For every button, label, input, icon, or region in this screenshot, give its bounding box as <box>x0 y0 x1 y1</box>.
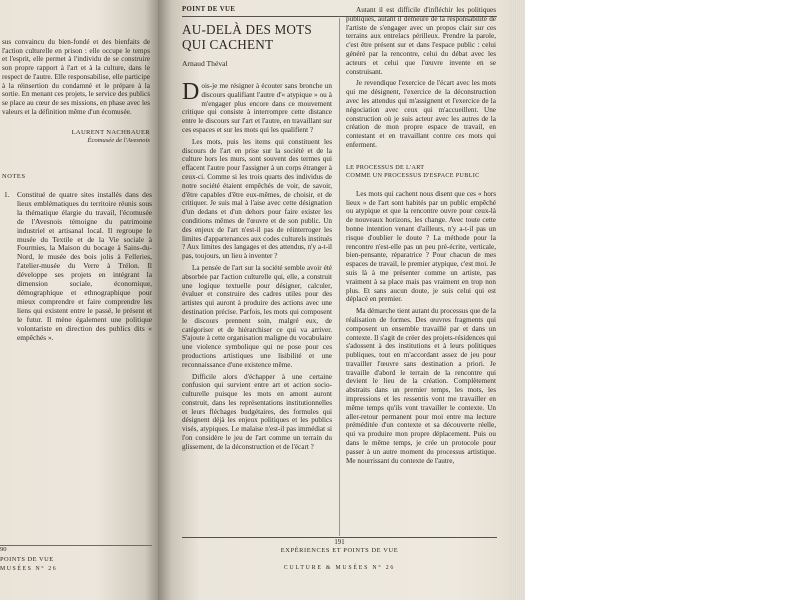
section-subheading <box>346 164 496 180</box>
footnote-text: Constitué de quatre sites installés dans des lieux emblématiques du territoire réunis sous la thématique élargie du travail, l'écomusée de l'Avesnois témoigne du patrimoine industriel et artisanal local. Il regroupe le musée du Textile et de la Vie sociale à Fourmies, la Maison du bocage à Sains-du-Nord, le musée des bois jolis à Felleries, l'atelier-musée du Verre à Trélon. Il développe ses projets en intégrant la dimension sociale, économique, démographique et ethnographique pour mieux comprendre et faire comprendre les liens qui existent entre le passé, le présent et le futur. Il mène également une politique volontariste en direction des publics dits « empêchés ». <box>17 190 152 342</box>
paragraph: Autant il est difficile d'infléchir les politiques publiques, autant il demeure de la responsabilité de l'artiste de s'engager avec un propos clair sur ces terrains aux entrelacs périlleux. Prendre la parole, c'est être présent sur et dans l'espace public : celui généré par la rencontre, celui du débat avec les acteurs et celui que l'œuvre invente en se construisant. <box>346 6 496 76</box>
right-footer-section: EXPÉRIENCES ET POINTS DE VUE <box>280 547 399 554</box>
drop-cap: D <box>182 79 200 105</box>
paragraph: Je revendique l'exercice de l'écart avec les mots qui me désignent, l'exercice de la déconstruction avec les attendus qui m'assignent et l'exercice de la négociation avec ceux qui m'accueillent. Une construction où je suis acteur avec les autres de la création de mon propre espace de travail, en contestant et en travaillant contre ces mots qui enferment. <box>346 79 496 149</box>
left-page <box>0 0 158 600</box>
notes-heading: NOTES <box>2 173 26 180</box>
footnote-number: 1. <box>4 190 10 199</box>
left-intro-paragraph: sus convaincu du bien-fondé et des bienfaits de l'action culturelle en prison : elle occupe le temps et l'esprit, elle permet à l'individu de se construire son propre rapport à l'art et à la culture, dans le respect de l'autre. Elle responsabilise, elle participe à la réinsertion du condamné et le prépare à la sortie. En menant ces projets, le service des publics se place au cœur de ses missions, en phase avec les valeurs et la définition même d'un écomusée. <box>2 38 150 116</box>
subheading-line: LE PROCESSUS DE L'ART <box>346 163 425 171</box>
rubric-label: POINT DE VUE <box>182 6 236 13</box>
left-footer-magazine: MUSÉES N° 26 <box>0 566 58 572</box>
signature-role: Écomusée de l'Avesnois <box>87 137 150 144</box>
article-author: Arnaud Théval <box>182 59 228 68</box>
paragraph: La pensée de l'art sur la société semble avoir été absorbée par l'action culturelle qui, elle, a construit une logique textuelle pour désigner, calculer, évaluer et construire des cadres utiles pour des artistes qui auront à produire des actions avec une destination précise. Parfois, les mots qui composent le discours prennent soin, malgré eux, de catégoriser et de hiérarchiser ce qui va arriver. S'ajoute à cette organisation maligne du vocabulaire une violence symbolique qui ne pose pour ces productions artistiques une lisibilité et une reconnaissance d'une existence même. <box>182 263 332 369</box>
paragraph <box>182 79 332 135</box>
footer-rule <box>182 537 497 538</box>
paragraph: Les mots, puis les items qui constituent les discours de l'art en prise sur la société et de la culture hors les murs, sont souvent des termes qui effacent l'autre pour l'assigner à un corps étranger à ceux-ci. Comme si les trois quarts des individus de notre société étaient empêchés de voir, de savoir, d'être capables d'être eux-mêmes, de choisir, et de critiquer. Je suis mal à l'aise avec cette désignation d'un dedans et d'un dehors pour faire exister les conditions mêmes de l'œuvre et de son public. Un des enjeux de l'art n'est-il pas de réinterroger les limites d'appartenances aux codes culturels institués ? Aux limites des langages et des attendus, n'y a-t-il pas, toujours, un lieu à inventer ? <box>182 137 332 261</box>
article-column-2 <box>346 6 496 468</box>
paragraph: Difficile alors d'échapper à une certaine confusion qui survient entre art et action socio-culturelle puisque les mots en amont auront construit, dans les représentations institutionnelles et leurs fléchages budgétaires, des formules qui désignent déjà les enjeux politiques et les publics visés, atypiques. Le malaise n'est-il pas immédiat si l'on considère le jeu de l'art comme un terrain du glissement, de la déconstruction et de l'écart ? <box>182 372 332 451</box>
signature-name: LAURENT NACHBAUER <box>71 129 150 136</box>
page-stack-edge <box>508 0 525 600</box>
left-footer-section: POINTS DE VUE <box>0 556 54 563</box>
left-page-number: 90 <box>0 546 7 553</box>
paragraph: Les mots qui cachent nous disent que ces « hors lieux » de l'art sont habités par un public empêché ou atypique et que la rencontre ouvre pour ceux-là de nouveaux horizons, les change. Avec toute cette bonne intention venant d'ailleurs, n'y a-t-il pas un risque d'oublier le doute ? La méthode pour la rencontre n'est-elle pas un peu pré-écrite, verticale, bien-pensante, réparatrice ? Pour chacun de mes espaces de travail, le premier atypique, c'est moi. Je suis là à me présenter comme un artiste, pas vraiment à sa place mais pas vraiment en trop non plus. Et sans aucun doute, je suis celui qui est déplacé en premier. <box>346 189 496 304</box>
right-page <box>158 0 508 600</box>
footnote <box>2 191 152 342</box>
column-separator <box>339 18 340 536</box>
subheading-line: COMME UN PROCESSUS D'ESPACE PUBLIC <box>346 171 480 179</box>
paragraph: Ma démarche tient autant du processus que de la réalisation de formes. Des œuvres fragments qui composent un ensemble travaillé par et dans un contexte. Il s'agit de créer des projets-résidences qui s'adossent à des institutions et à leurs politiques publiques, tout en m'accordant assez de jeu pour travailler l'œuvre sans destination a priori. Je travaille d'abord le terrain de la rencontre qui devient le lieu de la création. Complètement abstraits dans un premier temps, les mots, les impressions et les ressentis vont me travailler en même temps qu'ils vont travailler le contexte. Un aller-retour permanent pour moi entre ma lecture préméditée d'un contexte et sa découverte réelle, qui va produire mon propre déplacement. Puis ou dans le même temps, je crée un protocole pour passer à un autre moment du processus artistique. Me nourrissant du contexte de l'autre, <box>346 307 496 465</box>
left-footer-rule <box>0 545 152 546</box>
right-footer-magazine: CULTURE & MUSÉES N° 26 <box>283 565 396 571</box>
signature-block <box>40 129 150 145</box>
article-title: AU-DELÀ DES MOTS QUI CACHENT <box>182 22 312 52</box>
right-page-number: 191 <box>334 539 345 546</box>
paragraph-text: ois-je me résigner à écouter sans bronche un discours qualifiant l'autre d'« atypique » ou à m'engager plus encore dans ce mouvement critique qui consiste à interrompre cette distance entre le discours sur l'art et l'autre, en travaillant sur ces espaces et sur les mots qui les qualifient ? <box>182 82 332 134</box>
article-column-1 <box>182 79 332 455</box>
